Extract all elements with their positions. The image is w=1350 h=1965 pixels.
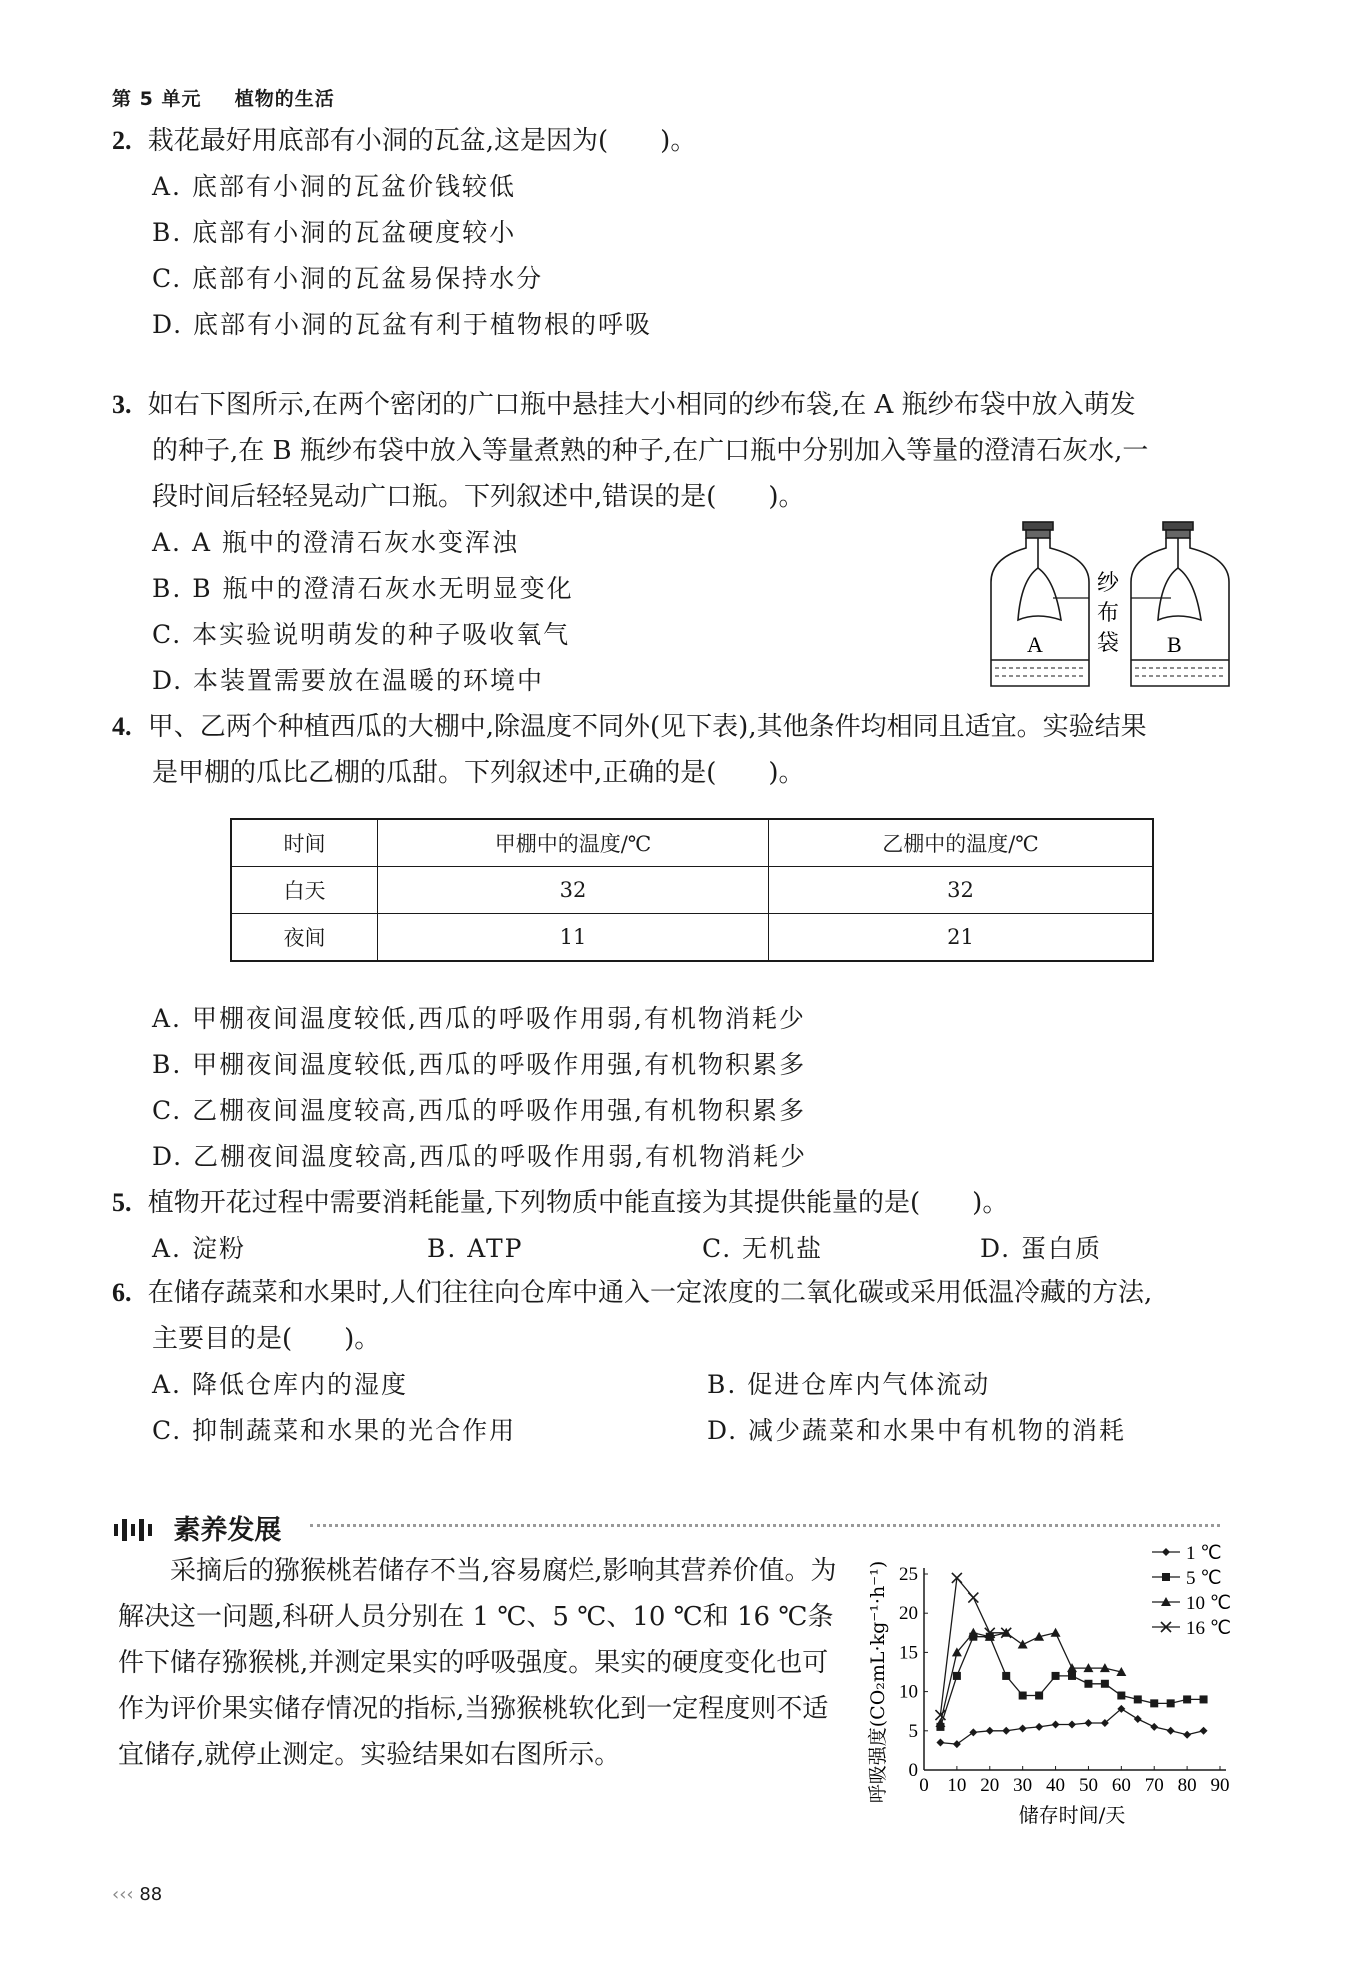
option[interactable]: A. 降低仓库内的湿度 (152, 1370, 408, 1399)
question-number: 3. (112, 390, 132, 419)
data-point (1183, 1731, 1191, 1739)
data-point (1084, 1719, 1092, 1727)
page-footer (112, 1884, 162, 1905)
jar-b (1131, 522, 1229, 686)
data-point (1018, 1640, 1028, 1649)
legend-label: 16 ℃ (1186, 1618, 1232, 1639)
q6-options (152, 1362, 1252, 1454)
question-stem-line: 的种子,在 B 瓶纱布袋中放入等量煮熟的种子,在广口瓶中分别加入等量的澄清石灰水,一 (152, 436, 1149, 466)
x-tick-label: 90 (1210, 1775, 1230, 1796)
table-header-row (231, 819, 1153, 867)
question-stem: 植物开花过程中需要消耗能量,下列物质中能直接为其提供能量的是( )。 (147, 1188, 1009, 1218)
question-2 (112, 118, 696, 164)
question-stem-line: 在储存蔬菜和水果时,人们往往向仓库中通入一定浓度的二氧化碳或采用低温冷藏的方法, (147, 1278, 1153, 1308)
x-tick-label: 60 (1111, 1775, 1131, 1796)
legend-label: 10 ℃ (1186, 1593, 1232, 1614)
data-point (1035, 1723, 1043, 1731)
option[interactable]: C. 本实验说明萌发的种子吸收氧气 (152, 620, 571, 649)
q2-options (152, 164, 652, 348)
page-arrows: ‹‹‹ (112, 1884, 134, 1905)
x-tick-label: 10 (947, 1775, 967, 1796)
table-row (231, 867, 1153, 914)
section-title: 素养发展 (173, 1515, 282, 1546)
jar-a (991, 522, 1089, 686)
option[interactable]: B. ATP (427, 1234, 524, 1263)
table-header: 乙棚中的温度/℃ (769, 819, 1154, 867)
question-3 (112, 382, 1242, 520)
data-point (1051, 1628, 1061, 1637)
series-square (936, 1633, 1207, 1731)
unit-label: 第 5 单元 (112, 88, 202, 110)
x-tick-label: 0 (919, 1775, 929, 1796)
q3-options (152, 520, 574, 704)
question-stem-line: 段时间后轻轻晃动广口瓶。下列叙述中,错误的是( )。 (152, 482, 805, 512)
data-point (1068, 1721, 1076, 1729)
legend-item (1152, 1568, 1222, 1589)
data-point (1002, 1672, 1010, 1680)
question-number: 6. (112, 1278, 132, 1307)
data-point (1134, 1715, 1142, 1723)
bag-label-char: 布 (1097, 601, 1120, 626)
series-line (940, 1633, 1121, 1723)
legend-item (1152, 1593, 1231, 1614)
data-point (1200, 1727, 1208, 1735)
option[interactable]: D. 蛋白质 (980, 1234, 1103, 1263)
section-paragraph: 采摘后的猕猴桃若储存不当,容易腐烂,影响其营养价值。为解决这一问题,科研人员分别在 1 ℃、5 ℃、10 ℃和 16 ℃条件下储存猕猴桃,并测定果实的呼吸强度。果实的硬度变化也可作为评价果实储存情况的指标,当猕猴桃软化到一定程度则不适宜储存,就停止测定。实验结果如右图所示。 (118, 1556, 837, 1770)
table-cell: 21 (769, 914, 1154, 962)
data-point (1167, 1699, 1175, 1707)
legend-label: 1 ℃ (1186, 1543, 1222, 1564)
option[interactable]: C. 无机盐 (702, 1234, 824, 1263)
data-point (1084, 1680, 1092, 1688)
option[interactable]: C. 抑制蔬菜和水果的光合作用 (152, 1416, 517, 1445)
topic-label: 植物的生活 (234, 88, 335, 110)
respiration-chart (862, 1538, 1252, 1838)
bag-label-char: 袋 (1097, 631, 1120, 656)
y-tick-label: 25 (899, 1564, 918, 1585)
data-point (1162, 1573, 1170, 1581)
section-divider (310, 1524, 1220, 1527)
table-header: 甲棚中的温度/℃ (378, 819, 769, 867)
series-diamond (936, 1705, 1207, 1748)
option[interactable]: A. A 瓶中的澄清石灰水变浑浊 (152, 528, 519, 557)
data-point (1150, 1699, 1158, 1707)
data-point (968, 1628, 978, 1637)
x-axis-label: 储存时间/天 (1018, 1803, 1126, 1827)
option[interactable]: B. B 瓶中的澄清石灰水无明显变化 (152, 574, 574, 603)
option[interactable]: B. 甲棚夜间温度较低,西瓜的呼吸作用强,有机物积累多 (152, 1050, 807, 1079)
bag-label-char: 纱 (1097, 571, 1120, 596)
option[interactable]: A. 淀粉 (152, 1234, 246, 1263)
legend-item (1152, 1618, 1231, 1639)
question-6 (112, 1270, 1252, 1362)
data-point (986, 1727, 994, 1735)
option[interactable]: C. 乙棚夜间温度较高,西瓜的呼吸作用强,有机物积累多 (152, 1096, 807, 1125)
table-cell: 32 (378, 867, 769, 914)
data-point (1019, 1724, 1027, 1732)
table-cell: 夜间 (231, 914, 378, 962)
x-tick-label: 50 (1078, 1775, 1098, 1796)
table-cell: 白天 (231, 867, 378, 914)
x-tick-label: 40 (1046, 1775, 1066, 1796)
q5-options (152, 1226, 1252, 1272)
x-tick-label: 80 (1177, 1775, 1197, 1796)
y-axis-label: 呼吸强度(CO₂mL·kg⁻¹·h⁻¹) (867, 1560, 889, 1804)
page-number: 88 (139, 1884, 163, 1905)
data-point (1101, 1680, 1109, 1688)
data-point (968, 1593, 978, 1603)
sound-bars-icon (112, 1516, 164, 1542)
y-tick-label: 10 (899, 1681, 918, 1703)
data-point (1002, 1727, 1010, 1735)
unit-header (112, 84, 335, 111)
question-stem-line: 甲、乙两个种植西瓜的大棚中,除温度不同外(见下表),其他条件均相同且适宜。实验结果 (147, 712, 1147, 742)
table-header: 时间 (231, 819, 378, 867)
question-4 (112, 704, 1242, 796)
legend-label: 5 ℃ (1186, 1568, 1222, 1589)
option[interactable]: A. 底部有小洞的瓦盆价钱较低 (152, 172, 516, 201)
x-tick-label: 30 (1013, 1775, 1033, 1796)
temperature-table (230, 818, 1154, 962)
data-point (1117, 1692, 1125, 1700)
jar-apparatus-figure (985, 520, 1235, 700)
question-number: 5. (112, 1188, 132, 1217)
data-point (1183, 1695, 1191, 1703)
table-cell: 11 (378, 914, 769, 962)
x-tick-label: 70 (1144, 1775, 1164, 1796)
question-number: 2. (112, 126, 132, 155)
option[interactable]: D. 底部有小洞的瓦盆有利于植物根的呼吸 (152, 310, 653, 339)
data-point (1035, 1692, 1043, 1700)
question-stem-line: 如右下图所示,在两个密闭的广口瓶中悬挂大小相同的纱布袋,在 A 瓶纱布袋中放入萌发 (147, 390, 1136, 420)
data-point (953, 1672, 961, 1680)
series-triangle (935, 1628, 1126, 1727)
data-point (936, 1739, 944, 1747)
y-tick-label: 20 (899, 1603, 918, 1625)
question-stem-line: 是甲棚的瓜比乙棚的瓜甜。下列叙述中,正确的是( )。 (152, 758, 805, 788)
section-heading (112, 1508, 281, 1547)
table-cell: 32 (769, 867, 1154, 914)
question-stem: 栽花最好用底部有小洞的瓦盆,这是因为( )。 (147, 126, 697, 156)
data-point (1068, 1672, 1076, 1680)
table-row (231, 914, 1153, 962)
jar-a-label: A (1027, 632, 1043, 657)
q4-options (152, 996, 807, 1180)
question-stem-line: 主要目的是( )。 (152, 1324, 381, 1354)
question-5 (112, 1180, 1008, 1226)
option[interactable]: B. 促进仓库内气体流动 (707, 1370, 991, 1399)
option[interactable]: D. 本装置需要放在温暖的环境中 (152, 666, 545, 695)
data-point (1052, 1721, 1060, 1729)
option[interactable]: A. 甲棚夜间温度较低,西瓜的呼吸作用弱,有机物消耗少 (152, 1004, 806, 1033)
question-number: 4. (112, 712, 132, 741)
data-point (1134, 1695, 1142, 1703)
data-point (1052, 1672, 1060, 1680)
data-point (1019, 1692, 1027, 1700)
data-point (1150, 1723, 1158, 1731)
jar-b-label: B (1167, 632, 1182, 657)
data-point (1200, 1695, 1208, 1703)
legend-item (1152, 1543, 1222, 1564)
data-point (1167, 1727, 1175, 1735)
data-point (1162, 1548, 1170, 1556)
option[interactable]: D. 减少蔬菜和水果中有机物的消耗 (707, 1416, 1127, 1445)
y-tick-label: 15 (899, 1642, 918, 1664)
y-tick-label: 0 (908, 1760, 918, 1781)
option[interactable]: C. 底部有小洞的瓦盆易保持水分 (152, 264, 544, 293)
option[interactable]: B. 底部有小洞的瓦盆硬度较小 (152, 218, 517, 247)
series-line (940, 1637, 1203, 1727)
option[interactable]: D. 乙棚夜间温度较高,西瓜的呼吸作用弱,有机物消耗少 (152, 1142, 807, 1171)
y-tick-label: 5 (908, 1720, 918, 1742)
x-tick-label: 20 (980, 1775, 1000, 1796)
